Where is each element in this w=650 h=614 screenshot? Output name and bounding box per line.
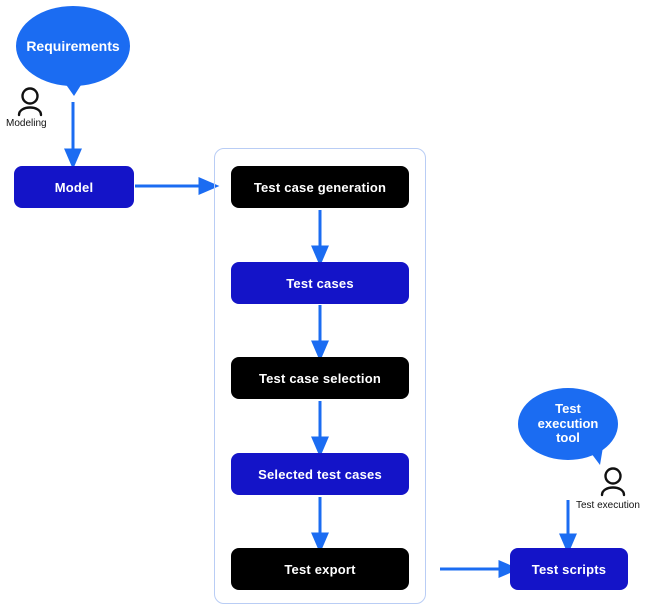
bubble-test-execution-tool-label: Test execution tool — [537, 400, 599, 446]
node-test-case-selection-label: Test case selection — [258, 370, 382, 386]
node-model[interactable] — [14, 166, 134, 208]
node-model-label: Model — [54, 179, 94, 195]
node-selected-test-cases-label: Selected test cases — [258, 466, 382, 482]
node-test-cases-label: Test cases — [286, 275, 354, 291]
node-test-export-label: Test export — [284, 561, 356, 577]
test-execution-actor-caption: Test execution — [576, 500, 640, 511]
bubble-requirements-label: Requirements — [26, 37, 120, 54]
node-test-cases[interactable] — [231, 262, 409, 304]
bubble-test-execution-tool[interactable] — [518, 388, 618, 460]
node-test-scripts-label: Test scripts — [531, 561, 607, 577]
node-test-case-selection[interactable] — [231, 357, 409, 399]
bubble-requirements[interactable] — [16, 6, 130, 86]
test-execution-actor-icon — [602, 469, 624, 496]
node-test-case-generation-label: Test case generation — [253, 179, 387, 195]
modeling-actor-icon — [19, 89, 41, 116]
node-test-export[interactable] — [231, 548, 409, 590]
node-selected-test-cases[interactable] — [231, 453, 409, 495]
node-test-case-generation[interactable] — [231, 166, 409, 208]
modeling-actor-caption: Modeling — [6, 118, 47, 129]
node-test-scripts[interactable] — [510, 548, 628, 590]
